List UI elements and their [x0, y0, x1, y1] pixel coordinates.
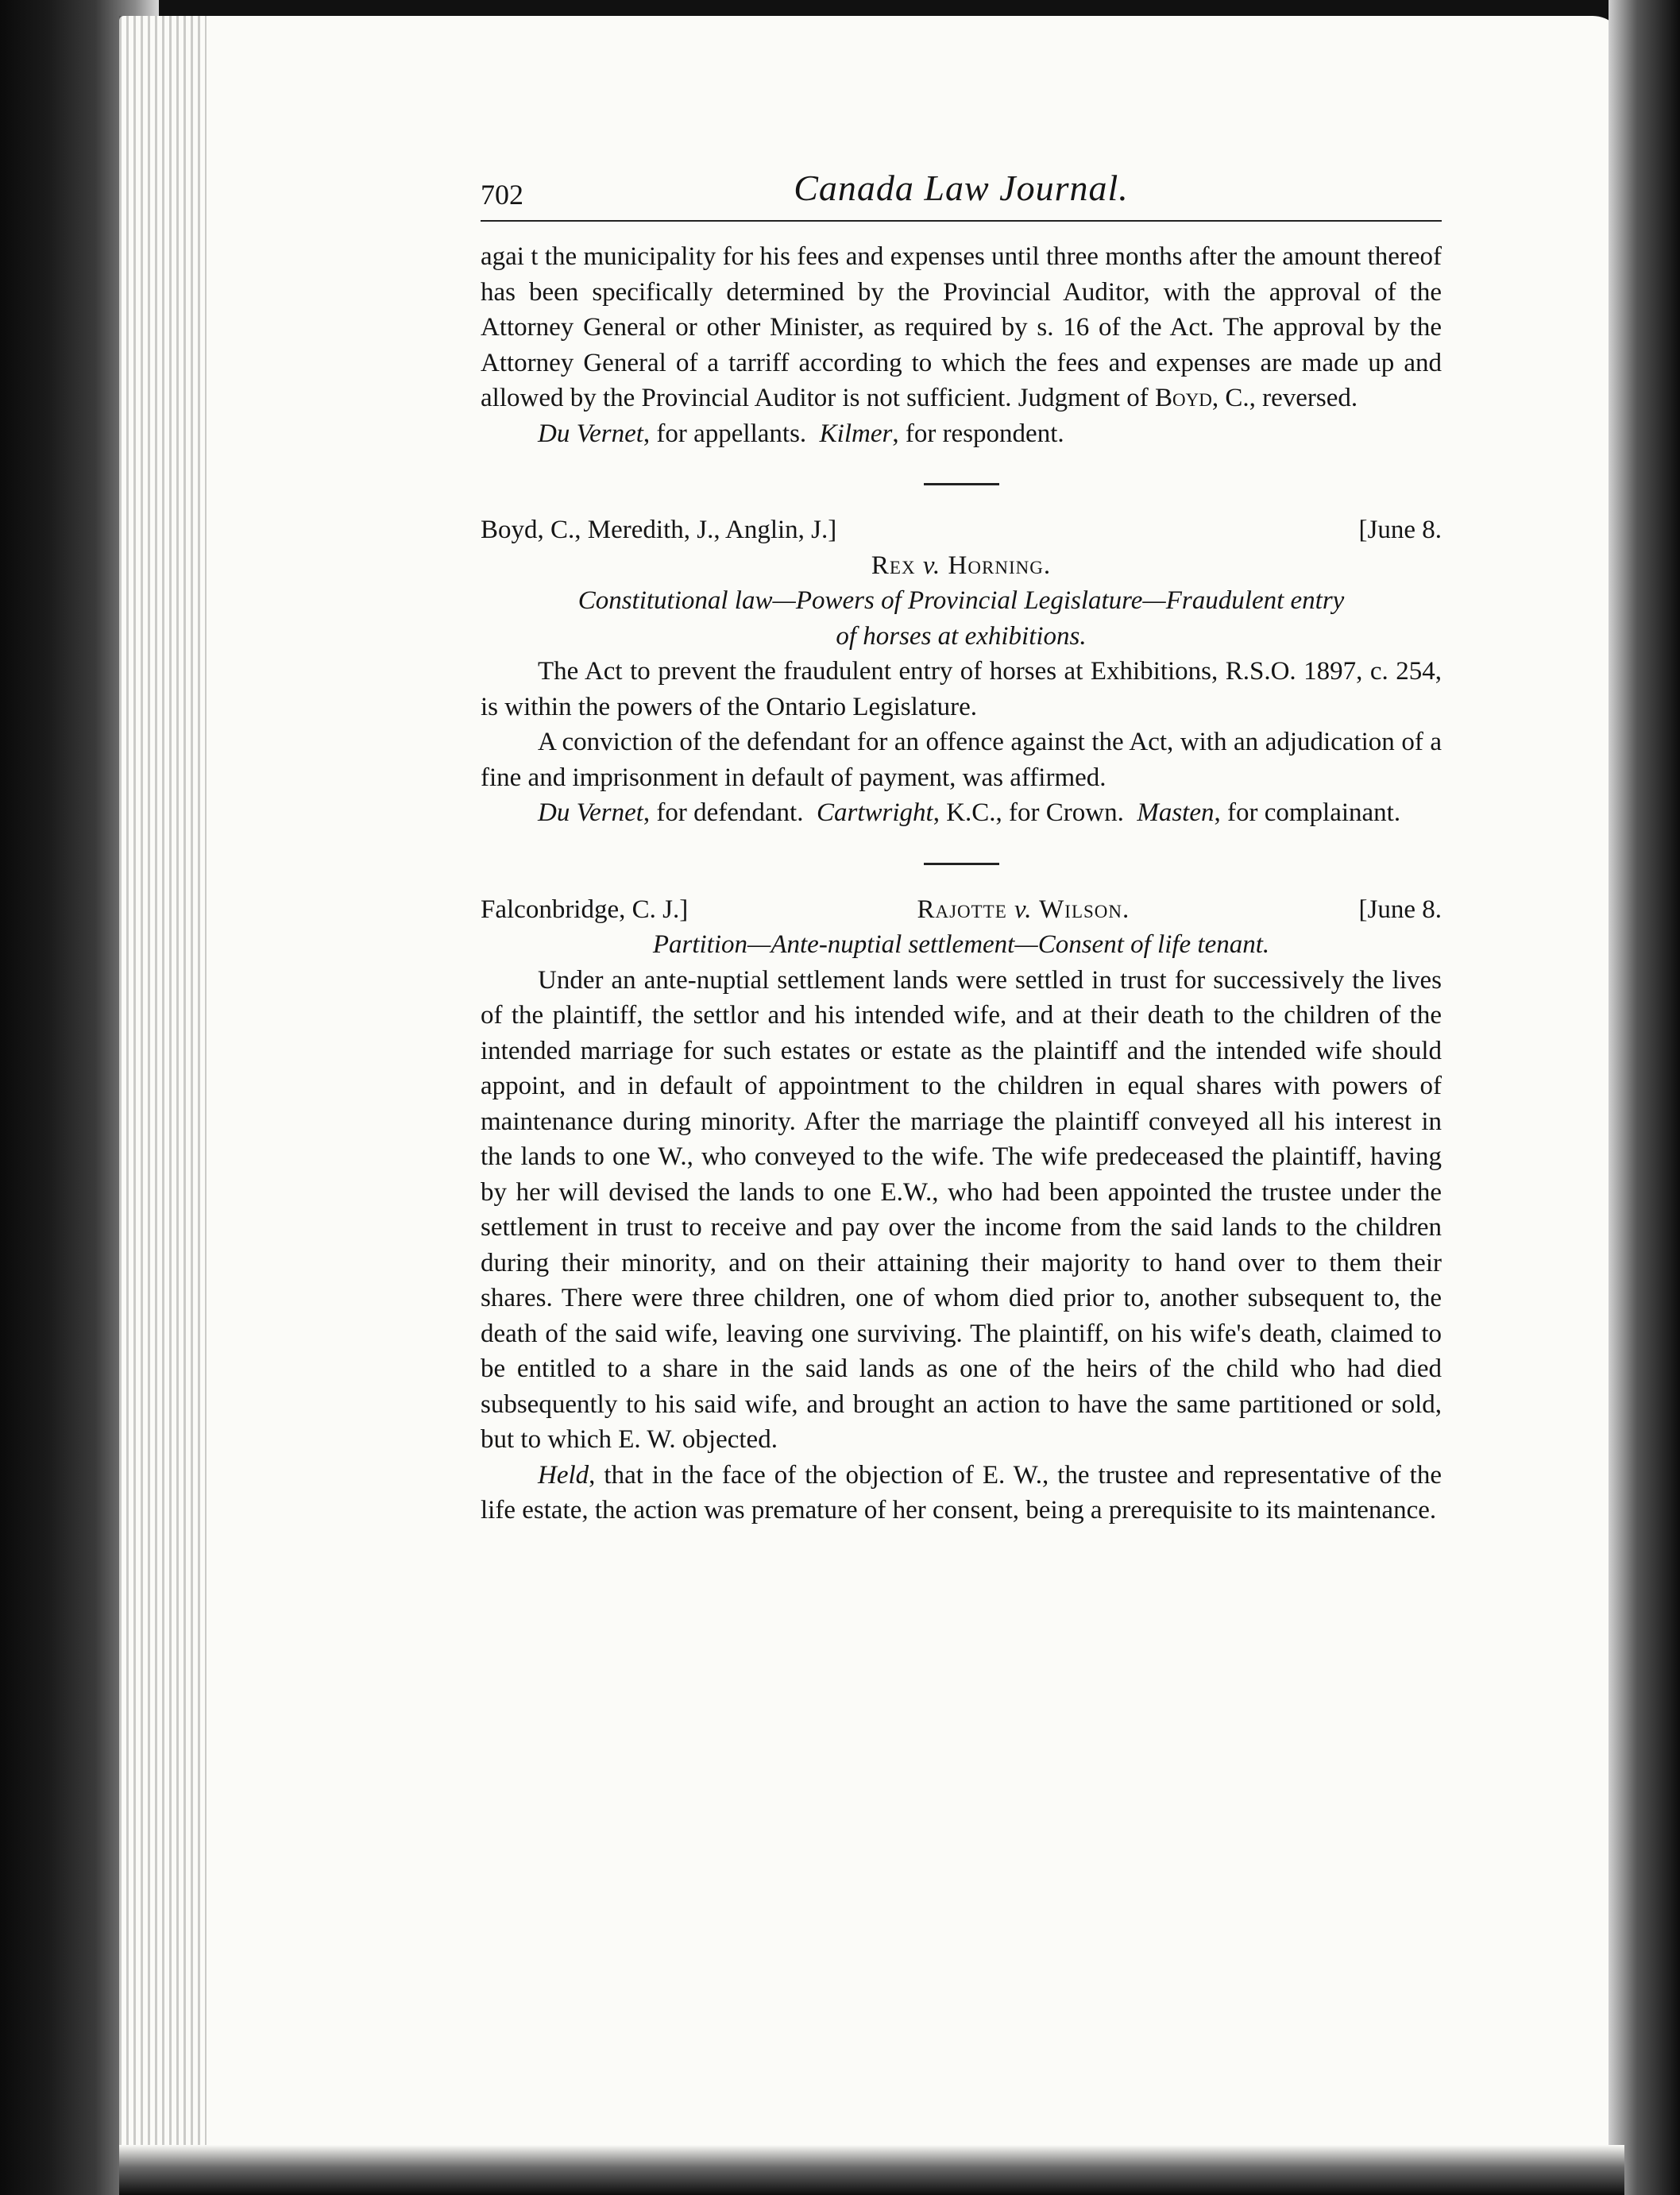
- case1-date: [June 8.: [1358, 516, 1442, 544]
- case1-headnote: [481, 583, 1442, 654]
- counsel-role: , for appellants.: [643, 419, 807, 448]
- journal-title: Canada Law Journal.: [794, 168, 1129, 208]
- case1-party-a: Rex: [871, 551, 916, 580]
- case2-bench-line: [481, 892, 1442, 928]
- counsel-role: , K.C., for Crown.: [933, 798, 1124, 827]
- running-header: [481, 168, 1442, 222]
- continued-judge: Boyd: [1155, 384, 1212, 412]
- case1-headnote-line-2: of horses at exhibitions.: [836, 621, 1087, 651]
- page-binding-shadow: [119, 16, 207, 2169]
- continued-text-end: , C., reversed.: [1211, 384, 1358, 412]
- counsel-role: , for complainant.: [1214, 798, 1401, 827]
- case1-paragraph-2: A conviction of the defendant for an offence against the Act, with an adjudication of a fine and imprisonment in default of payment, was affirmed.: [481, 728, 1442, 792]
- continued-paragraph: [481, 239, 1442, 416]
- case2-paragraph-1: Under an ante-nuptial settlement lands were settled in trust for successively the lives of the plaintiff, the settlor and his intended wife, and at their death to the children of the intended marriage for such estates or estate as the plaintiff and the intended wife should appoint, and in default of appointment to the children in equal shares with powers of maintenance during minority. After the marriage the plaintiff conveyed all his interest in the lands to one W., who conveyed to the wife. The wife predeceased the plaintiff, having by her will devised the lands to one E.W., who had been appointed the trustee under the settlement in trust to receive and pay over the income from the said lands to the children during their minority, and on their attaining their majority to hand over to them their shares. There were three children, one of whom died prior to, another subsequent to, the death of the said wife, leaving one surviving. The plaintiff, on his wife's death, claimed to be entitled to a share in the said lands as one of the heirs of the child who had died subsequently to his said wife, and brought an action to have the same partitioned or sold, but to which E. W. objected.: [481, 965, 1442, 1454]
- case1-bench-line: [481, 512, 1442, 548]
- case2-title: [917, 892, 1130, 928]
- counsel-name: Masten: [1137, 798, 1215, 827]
- case1-paragraph-1: The Act to prevent the fraudulent entry of horses at Exhibitions, R.S.O. 1897, c. 254, is within the powers of the Ontario Legislature.: [481, 657, 1442, 721]
- counsel-role: , for defendant.: [643, 798, 804, 827]
- continued-counsel: [481, 416, 1442, 452]
- scan-right-edge: [1609, 0, 1680, 2195]
- case1-counsel: [481, 795, 1442, 831]
- continued-text: agai t the municipality for his fees and expenses until three months after the amount thereof has been specifically determined by the Provincial Auditor, with the approval of the Attorney General or other Minister, as required by s. 16 of the Act. The approval by the Attorney General of a tarriff according to which the fees and expenses are made up and allowed by the Provincial Auditor is not sufficient. Judgment of: [481, 242, 1442, 412]
- counsel-name: Cartwright: [816, 798, 933, 827]
- case2-held-paragraph: [481, 1458, 1442, 1528]
- scan-bottom-edge: [119, 2145, 1624, 2195]
- case2-versus: v.: [1014, 895, 1033, 924]
- case2-headnote: Partition—Ante-nuptial settlement—Consent of life tenant.: [652, 930, 1270, 959]
- case1-bench: Boyd, C., Meredith, J., Anglin, J.]: [481, 516, 837, 544]
- counsel-name: Kilmer: [819, 419, 893, 448]
- case2-party-a: Rajotte: [917, 895, 1007, 924]
- case1-versus: v.: [922, 551, 941, 580]
- case2-date: [June 8.: [1358, 895, 1442, 924]
- case1-title: [481, 548, 1442, 584]
- case1-party-b: Horning.: [948, 551, 1052, 580]
- counsel-role: , for respondent.: [892, 419, 1064, 448]
- section-separator: [924, 863, 999, 865]
- case2-bench: Falconbridge, C. J.]: [481, 895, 689, 924]
- section-separator: [924, 483, 999, 485]
- counsel-name: Du Vernet: [538, 419, 643, 448]
- page-content: [481, 168, 1442, 1528]
- held-word: Held: [538, 1460, 589, 1490]
- held-text: , that in the face of the objection of E. W., the trustee and representative of the life estate, the action was premature of her consent, being a prerequisite to its maintenance.: [481, 1460, 1442, 1525]
- case1-headnote-line-1: Constitutional law—Powers of Provincial Legislature—Fraudulent entry: [577, 586, 1345, 615]
- page-number: 702: [481, 179, 523, 211]
- counsel-name: Du Vernet: [538, 798, 643, 827]
- case2-party-b: Wilson.: [1039, 895, 1130, 924]
